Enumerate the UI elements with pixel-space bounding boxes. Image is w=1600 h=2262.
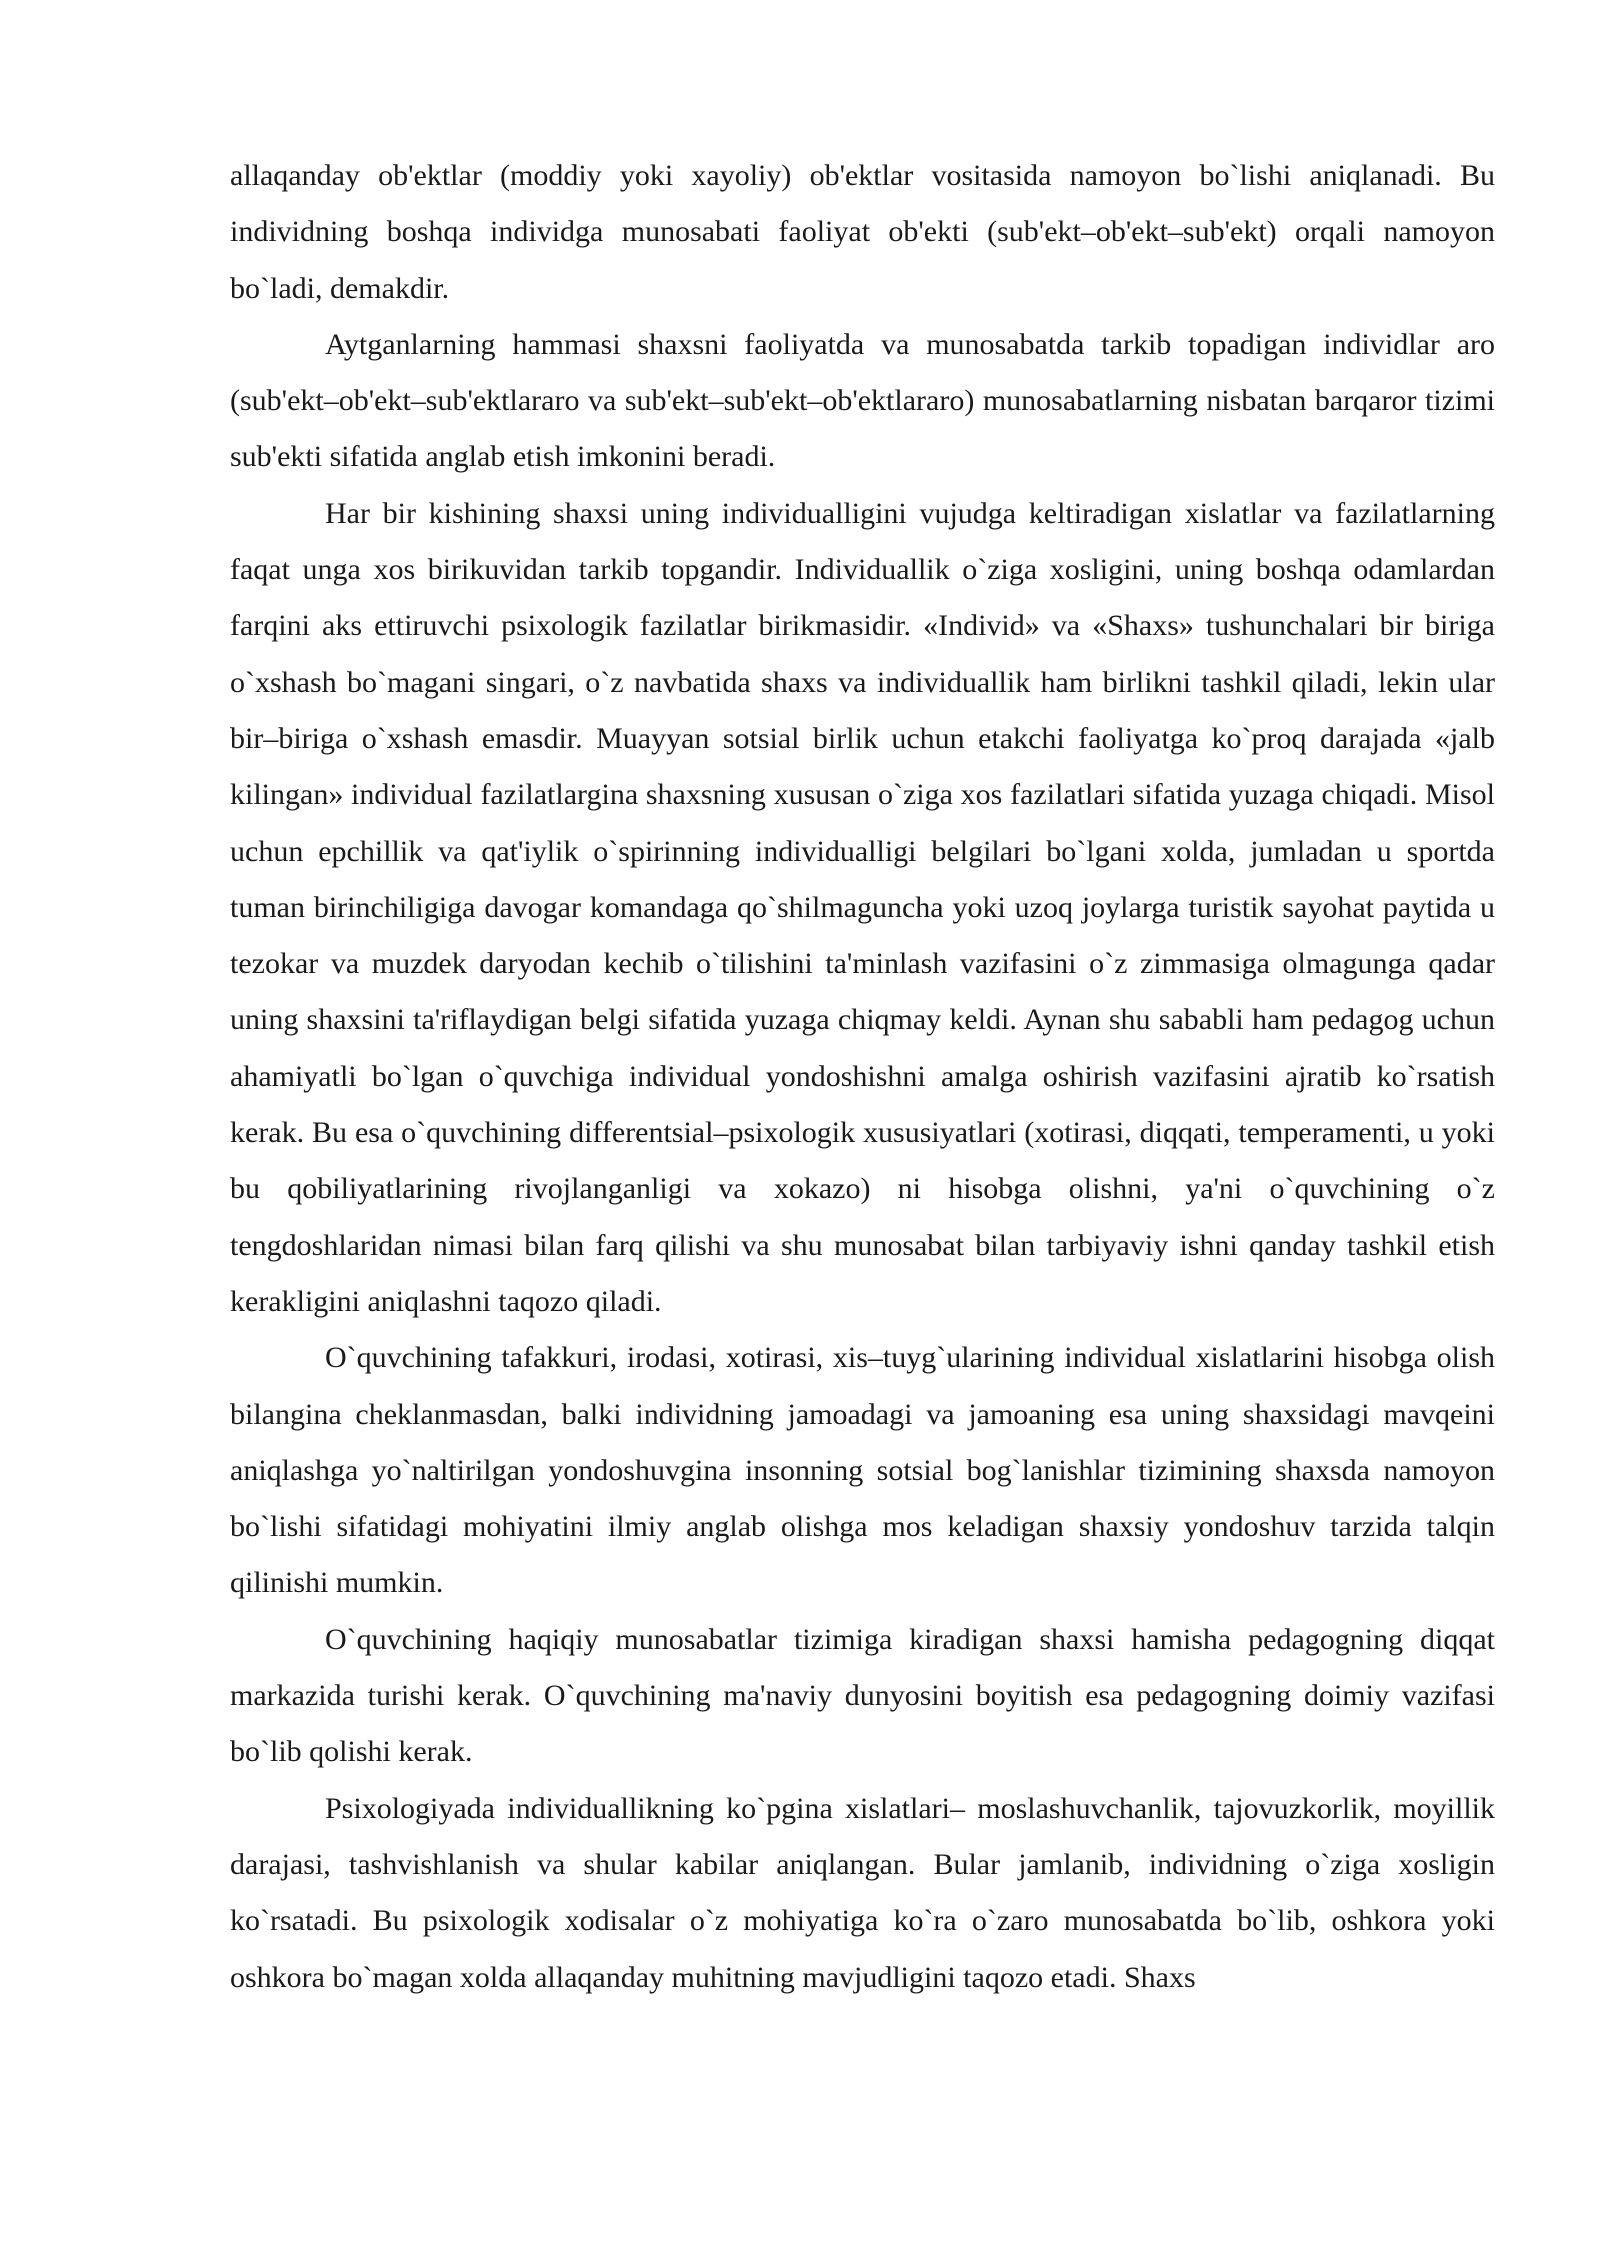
document-page (230, 148, 1495, 2006)
paragraph-3: Har bir kishining shaxsi uning individualligini vujudga keltiradigan xislatlar va fazilatlarning faqat unga xos birikuvidan tarkib topgandir. Individuallik o`ziga xosligini, uning boshqa odamlardan farqini aks ettiruvchi psixologik fazilatlar birikmasidir. «Individ» va «Shaxs» tushunchalari bir biriga o`xshash bo`magani singari, o`z navbatida shaxs va individuallik ham birlikni tashkil qiladi, lekin ular bir–biriga o`xshash emasdir. Muayyan sotsial birlik uchun etakchi faoliyatga ko`proq darajada «jalb kilingan» individual fazilatlargina shaxsning xususan o`ziga xos fazilatlari sifatida yuzaga chiqadi. Misol uchun epchillik va qat'iylik o`spirinning individualligi belgilari bo`lgani xolda, jumladan u sportda tuman birinchiligiga davogar komandaga qo`shilmaguncha yoki uzoq joylarga turistik sayohat paytida u tezokar va muzdek daryodan kechib o`tilishini ta'minlash vazifasini o`z zimmasiga olmagunga qadar uning shaxsini ta'riflaydigan belgi sifatida yuzaga chiqmay keldi. Aynan shu sababli ham pedagog uchun ahamiyatli bo`lgan o`quvchiga individual yondoshishni amalga oshirish vazifasini ajratib ko`rsatish kerak. Bu esa o`quvchining differentsial–psixologik xususiyatlari (xotirasi, diqqati, temperamenti, u yoki bu qobiliyatlarining rivojlanganligi va xokazo) ni hisobga olishni, ya'ni o`quvchining o`z tengdoshlaridan nimasi bilan farq qilishi va shu munosabat bilan tarbiyaviy ishni qanday tashkil etish kerakligini aniqlashni taqozo qiladi. (230, 496, 1495, 1318)
paragraph-1: allaqanday ob'ektlar (moddiy yoki xayoliy) ob'ektlar vositasida namoyon bo`lishi aniqlanadi. Bu individning boshqa individga munosabati faoliyat ob'ekti (sub'ekt–ob'ekt–sub'ekt) orqali namoyon bo`ladi, demakdir. (230, 159, 1495, 305)
paragraph-2: Aytganlarning hammasi shaxsni faoliyatda va munosabatda tarkib topadigan individlar aro (sub'ekt–ob'ekt–sub'ektlararo va sub'ekt–sub'ekt–ob'ektlararo) munosabatlarning nisbatan barqaror tizimi sub'ekti sifatida anglab etish imkonini beradi. (230, 327, 1495, 474)
paragraph-6: Psixologiyada individuallikning ko`pgina xislatlari– moslashuvchanlik, tajovuzkorlik, moyillik darajasi, tashvishlanish va shular kabilar aniqlangan. Bular jamlanib, individning o`ziga xosligin ko`rsatadi. Bu psixologik xodisalar o`z mohiyatiga ko`ra o`zaro munosabatda bo`lib, oshkora yoki oshkora bo`magan xolda allaqanday muhitning mavjudligini taqozo etadi. Shaxs (230, 1791, 1495, 1994)
paragraph-5: O`quvchining haqiqiy munosabatlar tizimiga kiradigan shaxsi hamisha pedagogning diqqat markazida turishi kerak. O`quvchining ma'naviy dunyosini boyitish esa pedagogning doimiy vazifasi bo`lib qolishi kerak. (230, 1622, 1495, 1769)
paragraph-4: O`quvchining tafakkuri, irodasi, xotirasi, xis–tuyg`ularining individual xislatlarini hisobga olish bilangina cheklanmasdan, balki individning jamoadagi va jamoaning esa uning shaxsidagi mavqeini aniqlashga yo`naltirilgan yondoshuvgina insonning sotsial bog`lanishlar tizimining shaxsda namoyon bo`lishi sifatidagi mohiyatini ilmiy anglab olishga mos keladigan shaxsiy yondoshuv tarzida talqin qilinishi mumkin. (230, 1341, 1495, 1600)
